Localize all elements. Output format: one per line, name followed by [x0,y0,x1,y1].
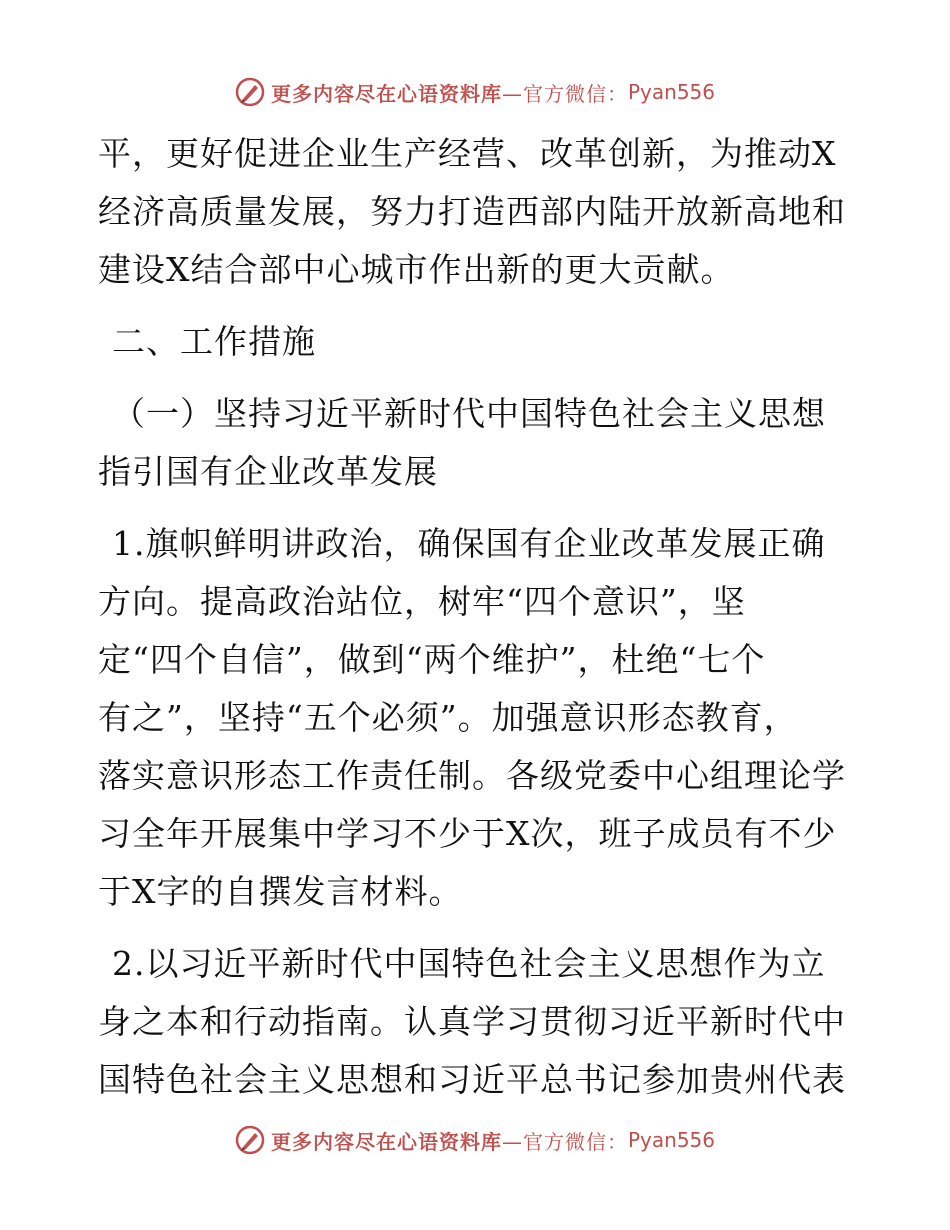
watermark-separator: —官方微信： [501,1129,628,1154]
watermark-main-text: 更多内容尽在心语资料库 [270,1129,502,1154]
item-paragraph-1: 1.旗帜鲜明讲政治，确保国有企业改革发展正确 方向。提高政治站位，树牢“四个意识”，坚 定“四个自信”，做到“两个维护”，杜绝“七个 有之”，坚持“五个必须”。加强意识形态教育， 落实意识形态工作责任制。各级党委中心组理论学 习全年开展集中学习不少于X次，班子成员有不少 于X字的自撰发言材料。 [98,524,846,911]
paragraph-intro: 平，更好促进企业生产经营、改革创新，为推动X 经济高质量发展，努力打造西部内陆开放新高地和 建设X结合部中心城市作出新的更大贡献。 [98,134,846,289]
subsection-heading: （一）坚持习近平新时代中国特色社会主义思想 指引国有企业改革发展 [98,394,826,491]
watermark-footer [0,1120,950,1160]
pen-logo-icon [235,77,265,107]
pen-logo-icon [235,1125,265,1155]
document-body [98,125,858,1109]
watermark-main-text: 更多内容尽在心语资料库 [270,81,502,106]
item-paragraph-2: 2.以习近平新时代中国特色社会主义思想作为立 身之本和行动指南。认真学习贯彻习近平新时代中 国特色社会主义思想和习近平总书记参加贵州代表 [98,944,846,1099]
watermark-account: Pyan556 [627,80,715,104]
section-heading: 二、工作措施 [112,322,316,361]
watermark-account: Pyan556 [627,1128,715,1152]
watermark-separator: —官方微信： [501,81,628,106]
watermark-header [0,72,950,112]
